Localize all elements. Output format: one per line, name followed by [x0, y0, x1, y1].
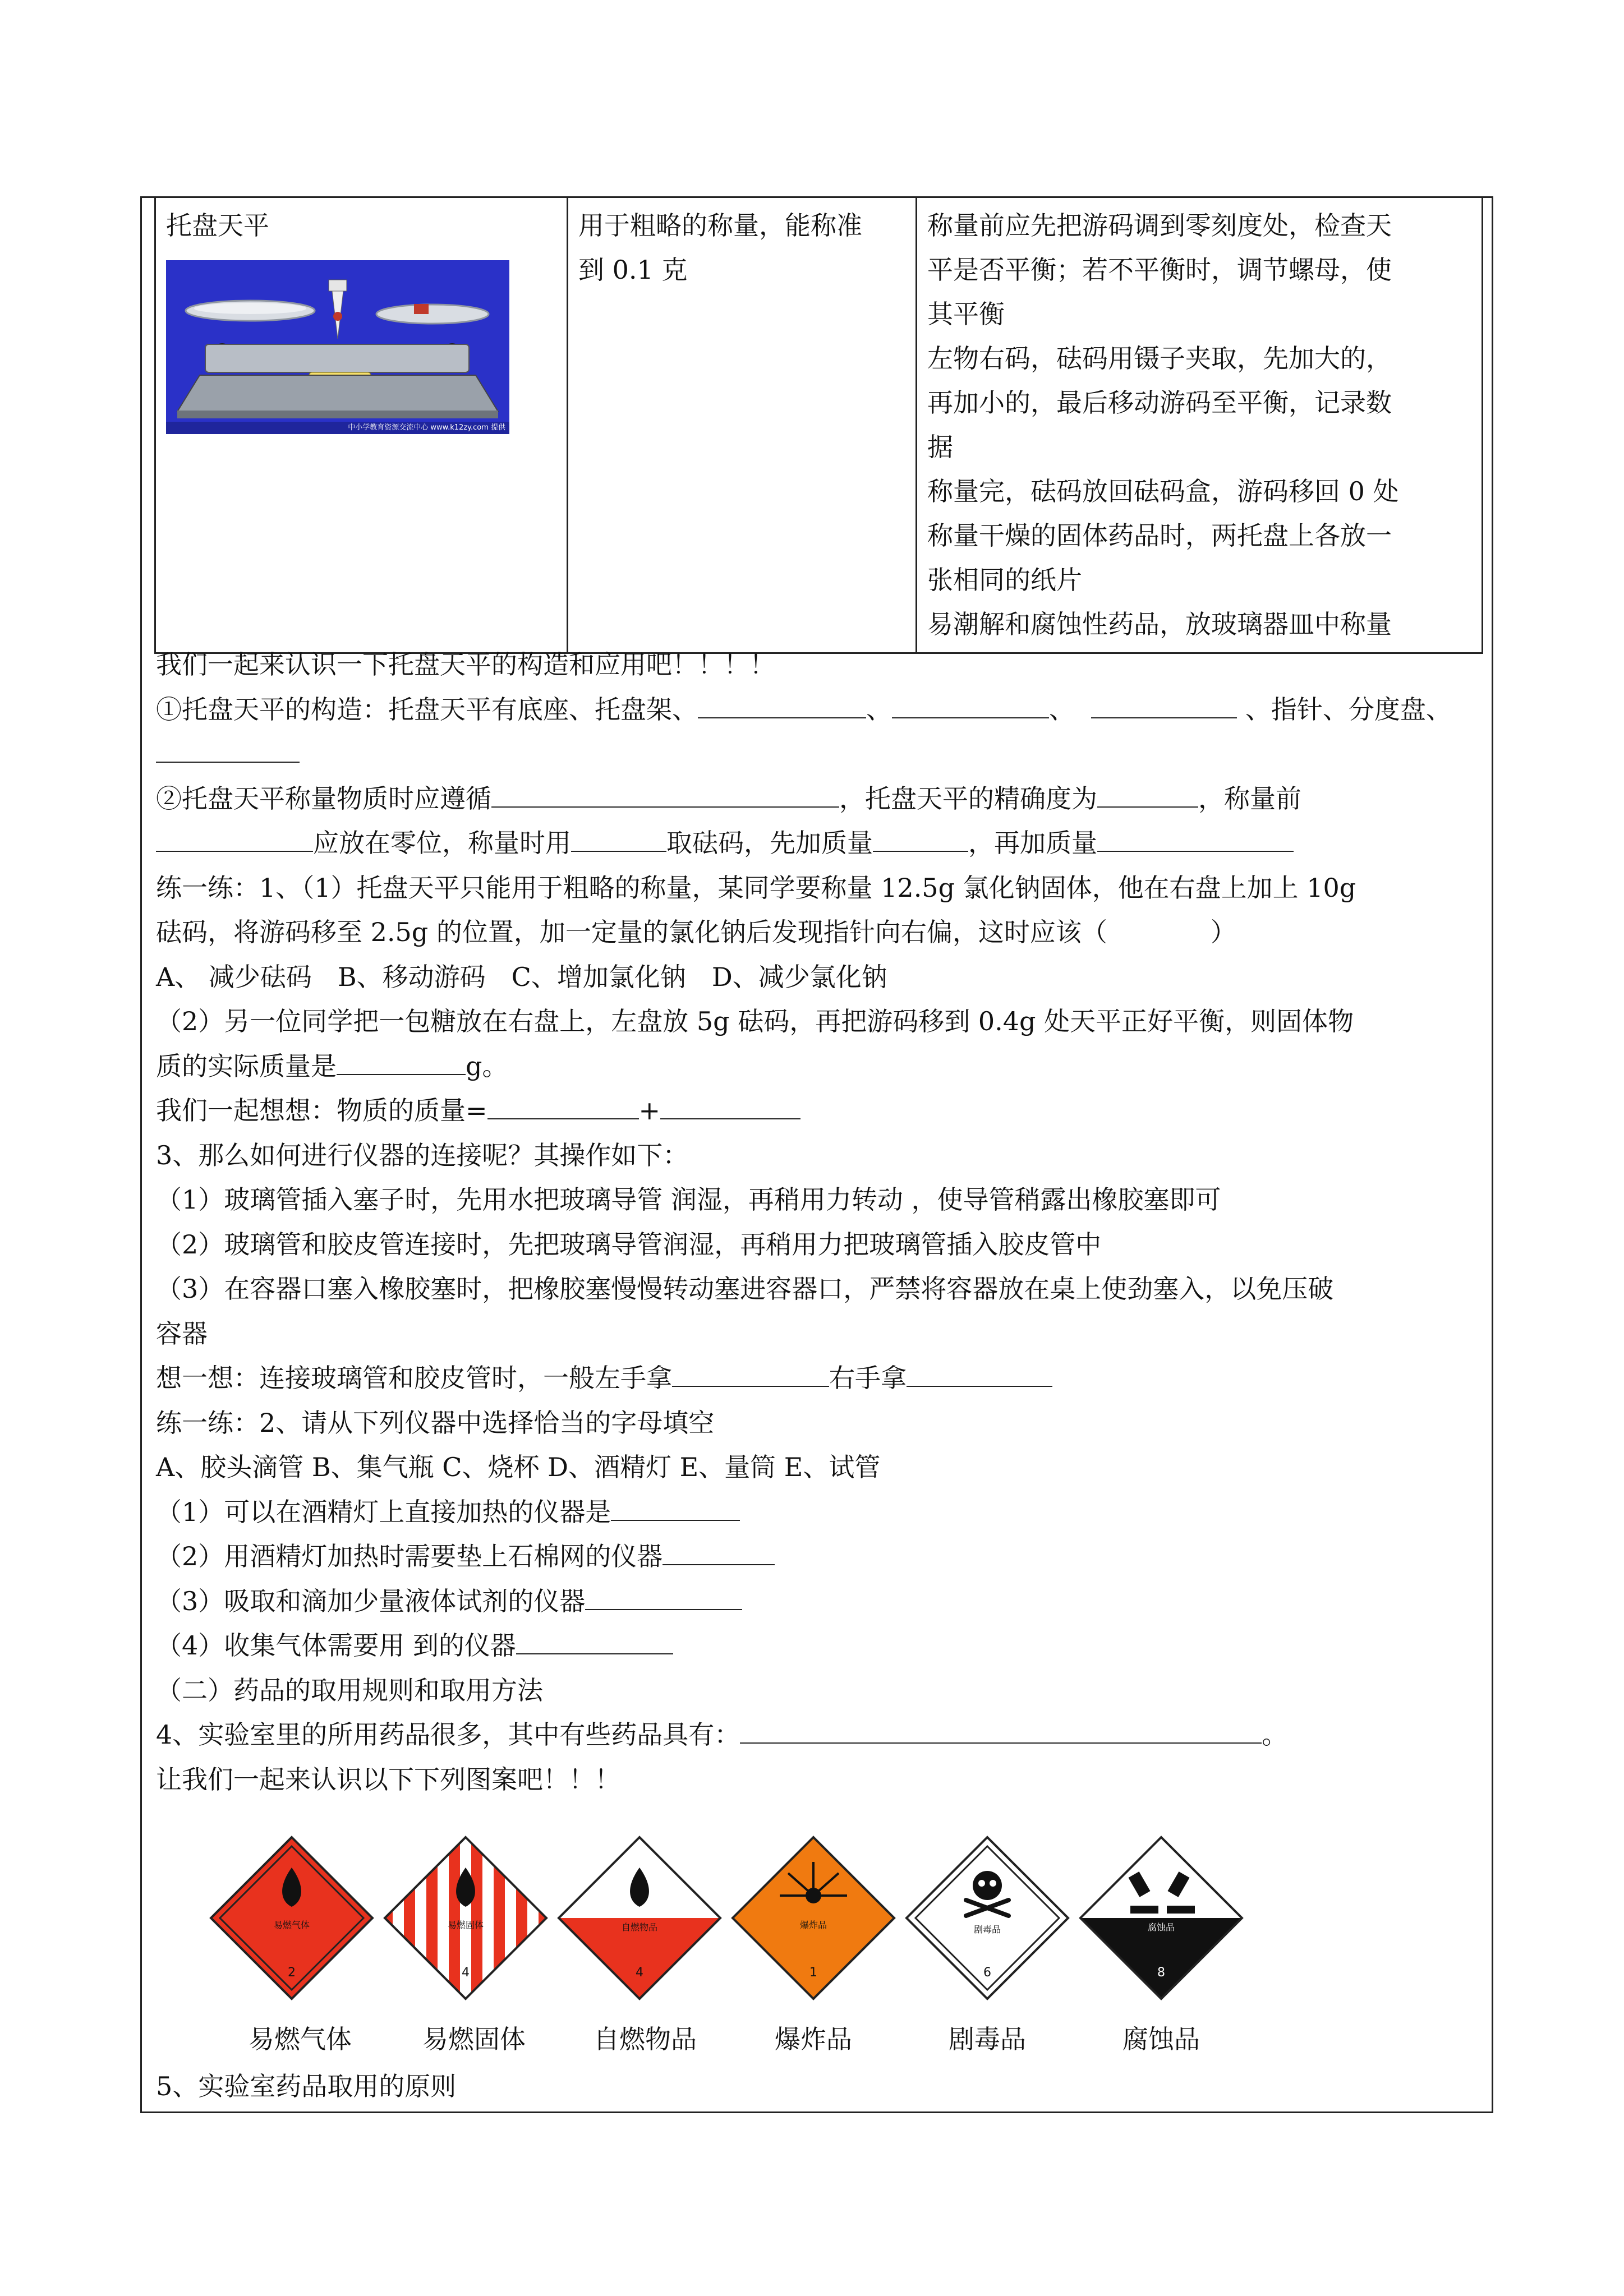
balance-table — [154, 196, 1483, 654]
notes-line: 称量完，砝码放回砝码盒，游码移回 0 处 — [927, 476, 1399, 506]
usage-line: 到 0.1 克 — [578, 255, 688, 285]
usage-cell — [568, 197, 917, 653]
weighing-question-cont: 应放在零位，称量时用 取砝码，先加质量 ，再加质量 — [156, 821, 1485, 866]
answer-blank[interactable] — [740, 1713, 1262, 1744]
flammable-gas-sign — [208, 1834, 376, 2002]
answer-blank[interactable] — [491, 777, 839, 808]
notes-line: 称量前应先把游码调到零刻度处，检查天 — [927, 210, 1392, 241]
table-row — [155, 197, 1483, 653]
exercise-line: （3）吸取和滴加少量液体试剂的仪器 — [156, 1579, 1485, 1624]
notes-line: 据 — [927, 432, 953, 462]
exercise-options: A、胶头滴管 B、集气瓶 C、烧杯 D、酒精灯 E、量筒 E、试管 — [156, 1452, 881, 1482]
notes-cell — [917, 197, 1483, 653]
answer-blank[interactable] — [516, 1624, 673, 1654]
notes-line: 平是否平衡；若不平衡时，调节螺母，使 — [927, 255, 1392, 285]
flammable-solid-sign — [381, 1834, 550, 2002]
answer-blank[interactable] — [1091, 688, 1237, 718]
answer-blank[interactable] — [698, 688, 866, 718]
answer-blank[interactable] — [571, 822, 666, 852]
notes-line: 其平衡 — [927, 299, 1005, 329]
exercise-options: A、 减少砝码 B、移动游码 C、增加氯化钠 D、减少氯化钠 — [156, 961, 887, 992]
exercise-line: 练一练：2、请从下列仪器中选择恰当的字母填空 — [156, 1407, 715, 1438]
notes-line: 张相同的纸片 — [927, 565, 1082, 595]
sign-class-number: 8 — [1157, 1966, 1165, 1980]
structure-question-cont — [156, 732, 1485, 777]
sign-caption: 爆炸品 — [775, 2024, 852, 2054]
notes-line: 易潮解和腐蚀性药品，放玻璃器皿中称量 — [927, 609, 1392, 639]
exercise-line: 练一练：1、（1）托盘天平只能用于粗略的称量，某同学要称量 12.5g 氯化钠固体，他在右盘上加上 10g — [156, 872, 1356, 903]
intro-line: 我们一起来认识一下托盘天平的构造和应用吧！！！！ — [156, 649, 775, 680]
sign-inner-label: 爆炸品 — [799, 1920, 827, 1930]
answer-blank[interactable] — [873, 822, 968, 852]
sign-caption: 腐蚀品 — [1122, 2024, 1200, 2054]
think-line: 想一想：连接玻璃管和胶皮管时，一般左手拿 右手拿 — [156, 1356, 1485, 1401]
step-line: （2）玻璃管和胶皮管连接时，先把玻璃导管润湿，再稍用力把玻璃管插入胶皮管中 — [156, 1229, 1102, 1260]
sign-class-number: 4 — [636, 1966, 643, 1980]
exercise-line: 质的实际质量是 g。 — [156, 1044, 1485, 1089]
answer-blank[interactable] — [337, 1045, 466, 1075]
section-line: 3、那么如何进行仪器的连接呢？其操作如下： — [156, 1140, 689, 1170]
answer-blank[interactable] — [907, 1357, 1052, 1387]
image-caption: 中小学教育资源交流中心 www.k12zy.com 提供 — [348, 423, 505, 432]
balance-illustration — [166, 260, 509, 434]
answer-blank[interactable] — [660, 1089, 801, 1119]
structure-question: ①托盘天平的构造：托盘天平有底座、托盘架、 、 、 、指针、分度盘、 — [156, 688, 1485, 732]
sign-inner-label: 易燃气体 — [273, 1920, 310, 1930]
usage-line: 用于粗略的称量，能称准 — [578, 210, 862, 241]
exercise-line: 4、实验室里的所用药品很多，其中有些药品具有： 。 — [156, 1713, 1485, 1758]
answer-blank[interactable] — [611, 1491, 740, 1521]
answer-blank[interactable] — [892, 688, 1049, 718]
sign-caption: 易燃气体 — [249, 2024, 352, 2054]
instrument-name: 托盘天平 — [166, 210, 269, 241]
answer-blank[interactable] — [487, 1089, 639, 1119]
sign-class-number: 4 — [462, 1966, 470, 1980]
notes-line: 再加小的，最后移动游码至平衡，记录数 — [927, 388, 1392, 418]
toxic-sign — [903, 1834, 1071, 2002]
exercise-line: 砝码，将游码移至 2.5g 的位置，加一定量的氯化钠后发现指针向右偏，这时应该（ ） — [156, 917, 1236, 947]
answer-blank[interactable] — [1097, 777, 1198, 808]
spontaneous-combustion-sign — [555, 1834, 724, 2002]
section-heading: 5、实验室药品取用的原则 — [156, 2071, 457, 2101]
explosive-sign — [729, 1834, 898, 2002]
sign-class-number: 2 — [288, 1966, 296, 1980]
instrument-cell — [155, 197, 568, 653]
notes-line: 称量干燥的固体药品时，两托盘上各放一 — [927, 520, 1392, 551]
answer-blank[interactable] — [156, 732, 300, 763]
exercise-line: （4）收集气体需要用 到的仪器 — [156, 1624, 1485, 1668]
exercise-line: （1）可以在酒精灯上直接加热的仪器是 — [156, 1490, 1485, 1535]
sign-class-number: 6 — [983, 1966, 991, 1980]
sign-inner-label: 易燃固体 — [447, 1920, 484, 1930]
exercise-line: （2）另一位同学把一包糖放在右盘上，左盘放 5g 砝码，再把游码移到 0.4g 处天平正好平衡，则固体物 — [156, 1006, 1354, 1036]
sign-inner-label: 腐蚀品 — [1147, 1922, 1175, 1933]
step-line: （3）在容器口塞入橡胶塞时，把橡胶塞慢慢转动塞进容器口，严禁将容器放在桌上使劲塞入，以免压破 — [156, 1274, 1334, 1304]
answer-blank[interactable] — [1097, 822, 1294, 852]
answer-blank[interactable] — [585, 1580, 742, 1610]
sign-class-number: 1 — [809, 1966, 817, 1980]
think-line: 我们一起想想：物质的质量= + — [156, 1089, 1485, 1133]
sign-caption: 自燃物品 — [594, 2024, 697, 2054]
notes-line: 左物右码，砝码用镊子夹取，先加大的， — [927, 343, 1392, 374]
answer-blank[interactable] — [663, 1535, 775, 1565]
section-line: （二）药品的取用规则和取用方法 — [156, 1675, 543, 1705]
answer-blank[interactable] — [156, 822, 313, 852]
step-line: 容器 — [156, 1318, 208, 1349]
step-line: （1）玻璃管插入塞子时，先用水把玻璃导管 润湿，再稍用力转动 ，使导管稍露出橡胶塞即可 — [156, 1184, 1221, 1215]
sign-inner-label: 自燃物品 — [621, 1922, 658, 1933]
sign-caption: 易燃固体 — [422, 2024, 526, 2054]
corrosive-sign — [1077, 1834, 1245, 2002]
worksheet-body — [156, 643, 1485, 1802]
intro-line: 让我们一起来认识以下下列图案吧！！！ — [156, 1764, 620, 1795]
sign-inner-label: 剧毒品 — [973, 1924, 1001, 1935]
sign-caption: 剧毒品 — [949, 2024, 1026, 2054]
weighing-question: ②托盘天平称量物质时应遵循 ，托盘天平的精确度为 ，称量前 — [156, 777, 1485, 822]
exercise-line: （2）用酒精灯加热时需要垫上石棉网的仪器 — [156, 1534, 1485, 1579]
answer-blank[interactable] — [672, 1357, 829, 1387]
